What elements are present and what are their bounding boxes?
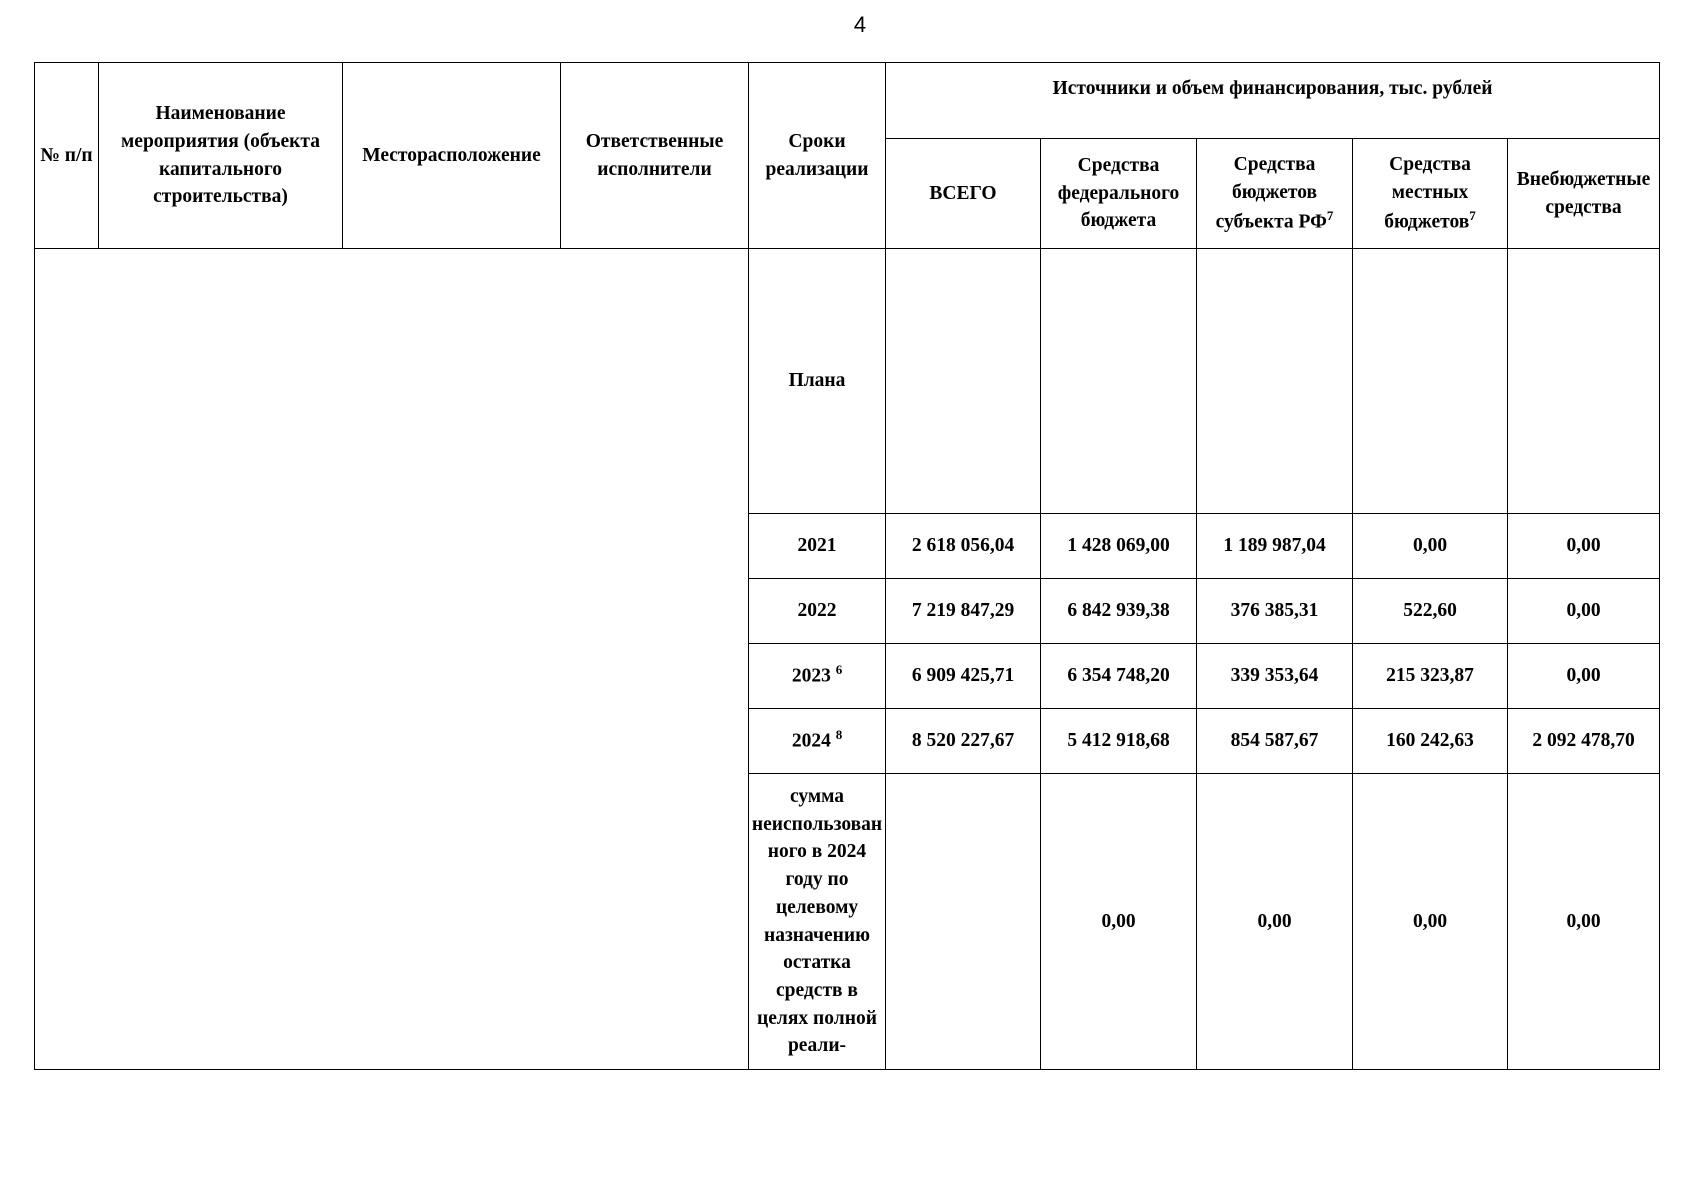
header-extra: Внебюджетные средства	[1508, 139, 1660, 249]
subject-cell: 339 353,64	[1197, 644, 1353, 709]
local-cell: 215 323,87	[1353, 644, 1508, 709]
total-cell: 2 618 056,04	[886, 514, 1041, 579]
header-num: № п/п	[35, 63, 99, 249]
total-cell: 8 520 227,67	[886, 709, 1041, 774]
header-total: ВСЕГО	[886, 139, 1041, 249]
federal-cell: 5 412 918,68	[1041, 709, 1197, 774]
federal-cell: 6 842 939,38	[1041, 579, 1197, 644]
unused-total	[886, 774, 1041, 1070]
extra-cell: 0,00	[1508, 514, 1660, 579]
header-local	[1353, 139, 1508, 249]
local-cell: 522,60	[1353, 579, 1508, 644]
subject-cell: 854 587,67	[1197, 709, 1353, 774]
plana-federal	[1041, 249, 1197, 514]
unused-local: 0,00	[1353, 774, 1508, 1070]
unused-federal: 0,00	[1041, 774, 1197, 1070]
header-sources-title: Источники и объем финансирования, тыс. рублей	[886, 63, 1660, 139]
local-cell: 0,00	[1353, 514, 1508, 579]
header-local-footnote: 7	[1469, 207, 1476, 223]
plana-extra	[1508, 249, 1660, 514]
header-subject	[1197, 139, 1353, 249]
header-name: Наименование мероприятия (объекта капитального строительства)	[99, 63, 343, 249]
year-cell: 2021	[749, 514, 886, 579]
year-text: 2023	[791, 665, 831, 687]
subject-cell: 376 385,31	[1197, 579, 1353, 644]
merged-blank-cell	[35, 249, 749, 1070]
page-number: 4	[853, 12, 867, 37]
header-subject-footnote: 7	[1326, 207, 1334, 223]
header-local-text: Средства местных бюджетов	[1384, 154, 1471, 233]
year-cell	[749, 644, 886, 709]
plana-local	[1353, 249, 1508, 514]
unused-label: сумма неиспользованного в 2024 году по целевому назначению остатка средств в целях полной реали-	[749, 774, 886, 1070]
year-cell	[749, 709, 886, 774]
unused-subject: 0,00	[1197, 774, 1353, 1070]
header-responsible: Ответственные исполнители	[561, 63, 749, 249]
header-location: Месторасположение	[343, 63, 561, 249]
plana-subject	[1197, 249, 1353, 514]
federal-cell: 6 354 748,20	[1041, 644, 1197, 709]
local-cell: 160 242,63	[1353, 709, 1508, 774]
year-footnote: 8	[835, 727, 843, 743]
unused-extra: 0,00	[1508, 774, 1660, 1070]
total-cell: 6 909 425,71	[886, 644, 1041, 709]
total-cell: 7 219 847,29	[886, 579, 1041, 644]
extra-cell: 0,00	[1508, 579, 1660, 644]
plana-label: Плана	[749, 249, 886, 514]
header-federal: Средства федерального бюджета	[1041, 139, 1197, 249]
extra-cell: 2 092 478,70	[1508, 709, 1660, 774]
plana-total	[886, 249, 1041, 514]
year-text: 2024	[791, 730, 831, 752]
extra-cell: 0,00	[1508, 644, 1660, 709]
year-cell: 2022	[749, 579, 886, 644]
header-subject-text: Средства бюджетов субъекта РФ	[1215, 154, 1327, 233]
year-footnote: 6	[835, 662, 843, 678]
federal-cell: 1 428 069,00	[1041, 514, 1197, 579]
subject-cell: 1 189 987,04	[1197, 514, 1353, 579]
header-terms: Сроки реализации	[749, 63, 886, 249]
financing-table	[34, 62, 1660, 1070]
